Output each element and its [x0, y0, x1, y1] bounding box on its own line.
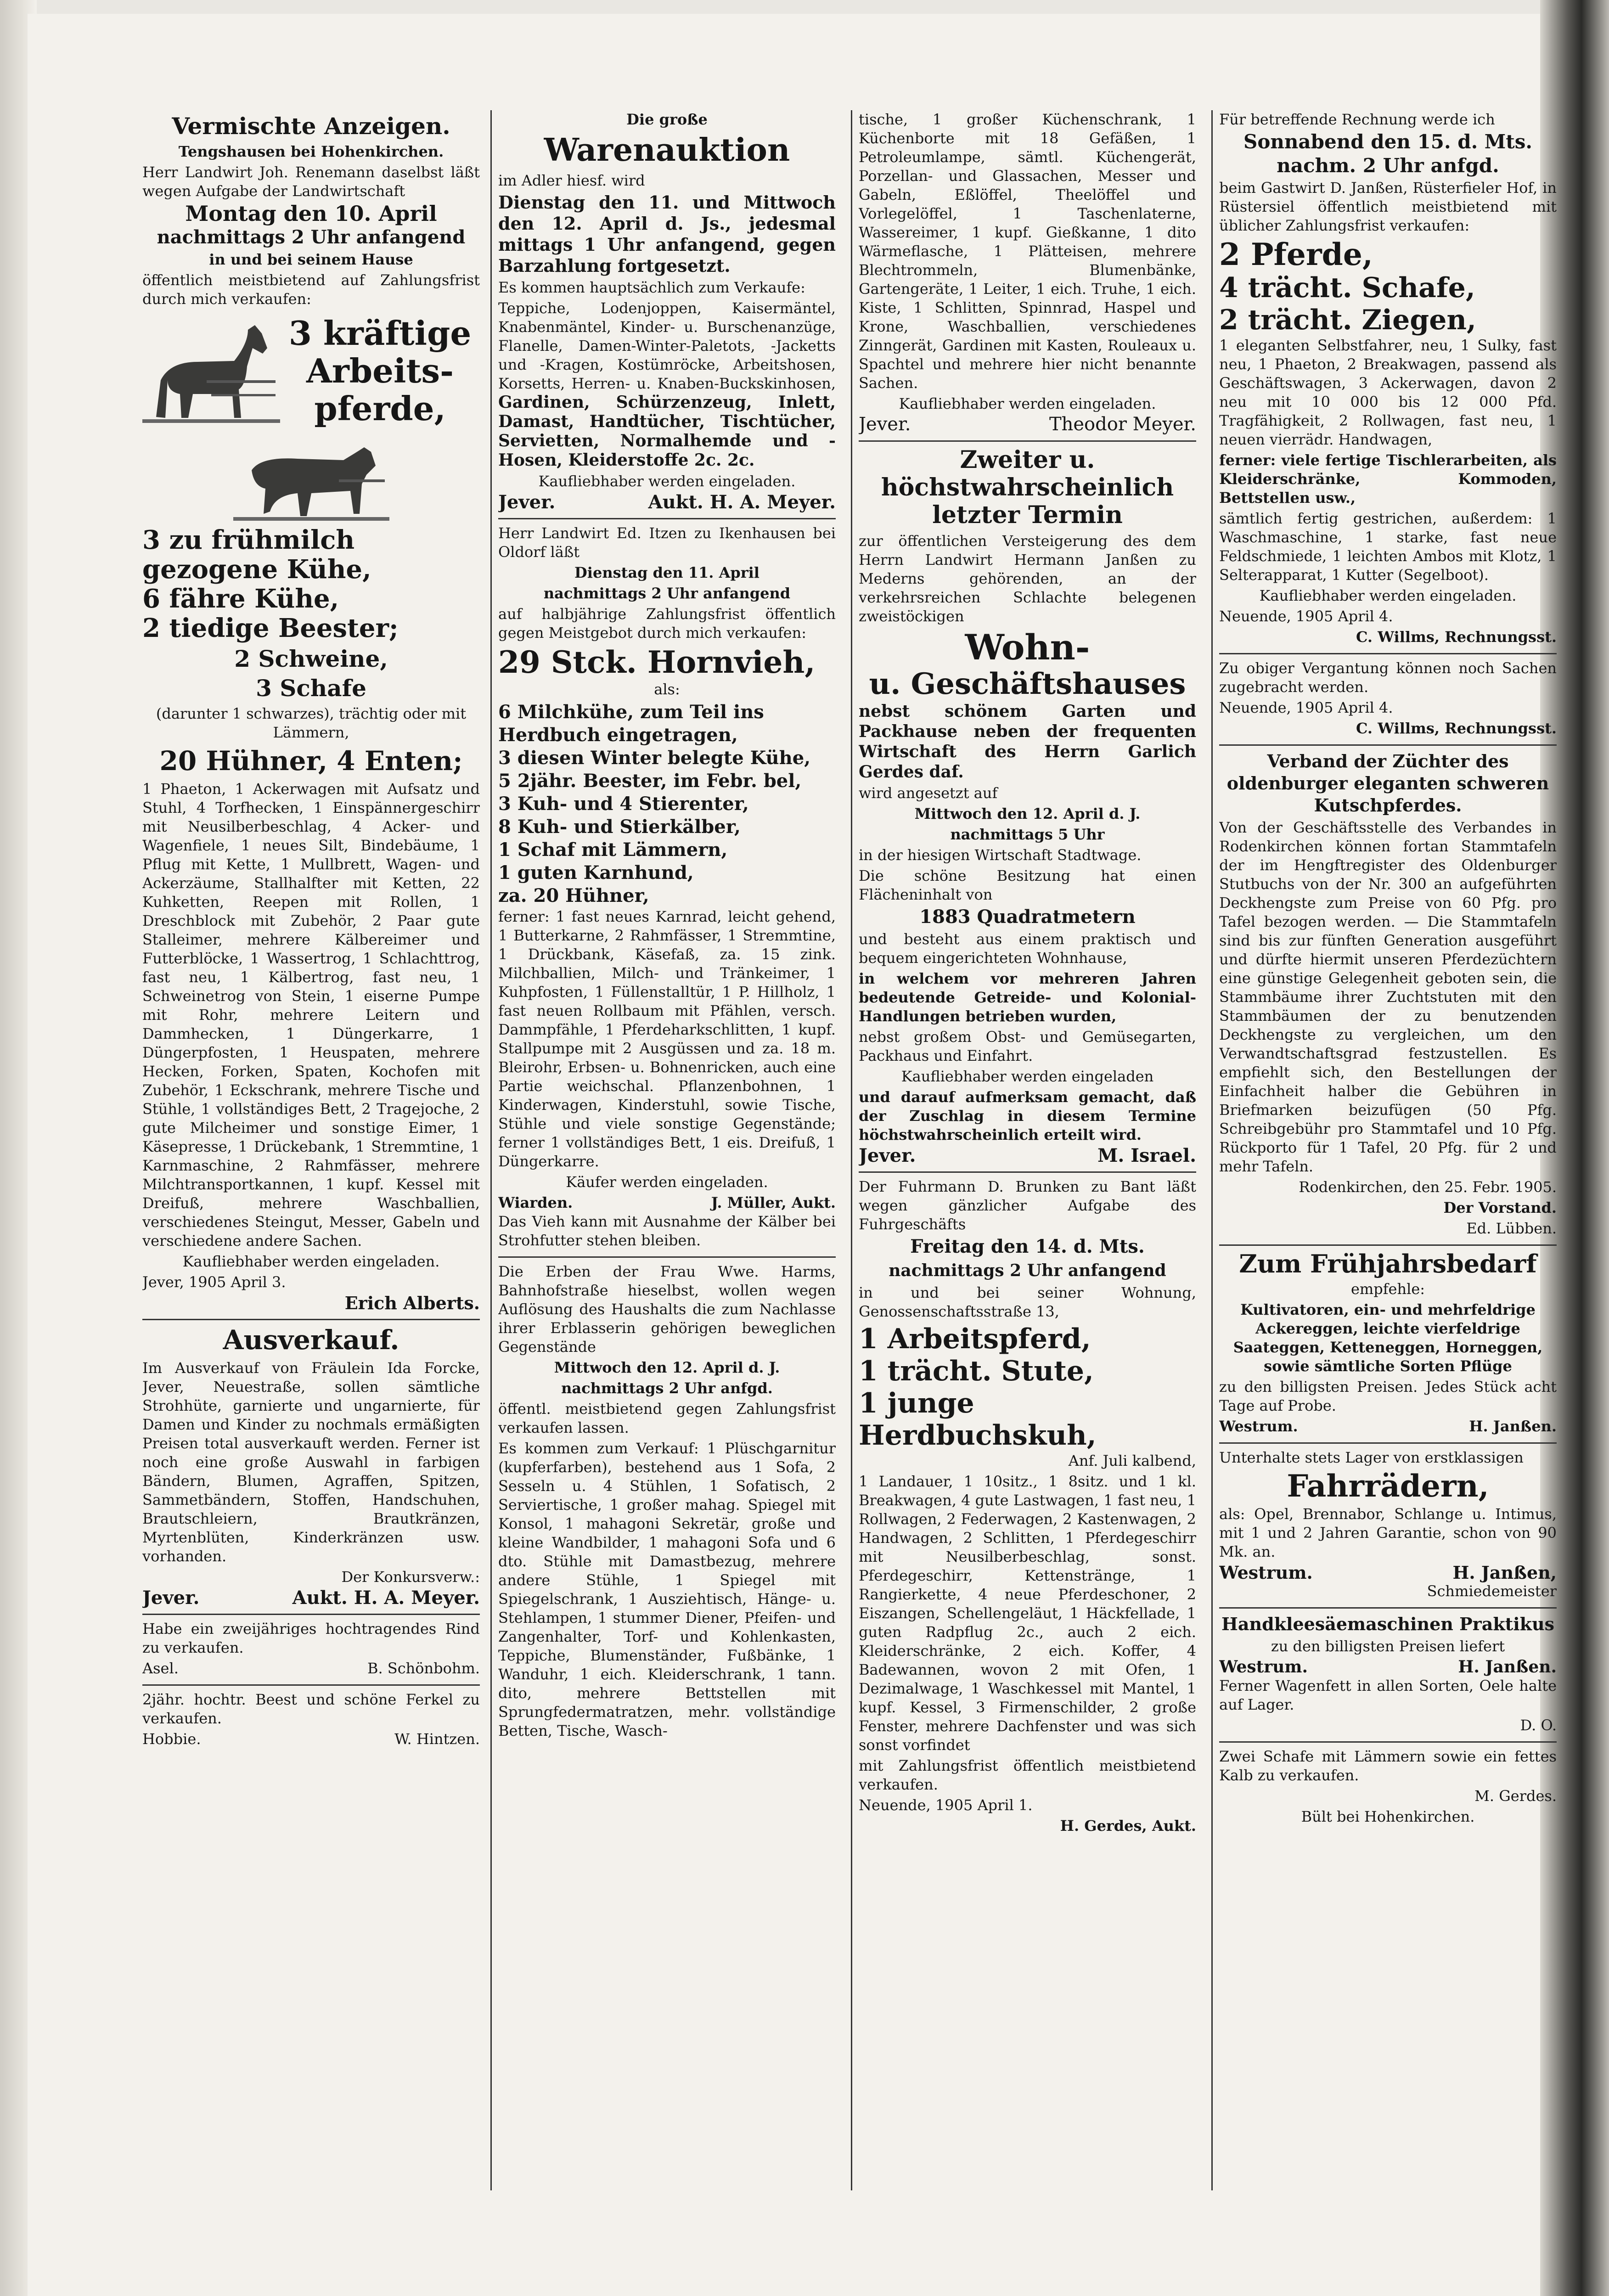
column-4	[1219, 110, 1557, 2190]
ad-date: Freitag den 14. d. Mts.	[910, 1236, 1145, 1257]
items-bold: ferner: viele fertige Tischlerarbeiten, als Kleiderschränke, Kommoden, Bettstellen usw.,	[1219, 451, 1557, 506]
house-text: Die schöne Besitzung hat einen Flächeninhalt von	[859, 867, 1196, 903]
dateline: Jever, 1905 April 3.	[142, 1273, 286, 1291]
dateline: Neuende, 1905 April 4.	[1219, 608, 1393, 625]
dateline: Neuende, 1905 April 4.	[1219, 699, 1393, 716]
note: Zu obiger Vergantung können noch Sachen zugebracht werden.	[1219, 659, 1557, 696]
items-bold: Gardinen, Schürzenzeug, Inlett, Damast, Handtücher, Tischtücher, Servietten, Normalhemde und -Hosen, Kleiderstoffe 2c. 2c.	[498, 393, 836, 470]
animal-line: 1 Arbeitspferd,	[859, 1323, 1091, 1355]
divider	[1219, 1442, 1557, 1444]
animal-note: Anf. Juli kalbend,	[1068, 1452, 1196, 1469]
house-text: in der hiesigen Wirtschaft Stadtwage.	[859, 846, 1142, 864]
animal-line: 2 trächt. Ziegen,	[1219, 304, 1476, 336]
cows-line: 3 zu frühmilch gezogene Kühe,	[142, 525, 371, 585]
items-list	[498, 299, 836, 470]
ad-pretitle: Die große	[626, 111, 708, 128]
house-title: Wohn-	[965, 627, 1090, 668]
divider	[859, 440, 1196, 442]
place: Bült bei Hohenkirchen.	[1301, 1808, 1475, 1825]
divider	[498, 1256, 836, 1258]
ad-time: nachm. 2 Uhr anfgd.	[1277, 154, 1499, 177]
animal-line: 4 trächt. Schafe,	[1219, 272, 1475, 304]
divider	[142, 1319, 480, 1320]
house-area: 1883 Quadratmetern	[919, 906, 1136, 928]
hornvieh-item: 8 Kuh- und Stierkälber,	[498, 816, 741, 838]
section-title: Vermischte Anzeigen.	[172, 113, 450, 140]
animal-line: 1 junge Herdbuchskuh,	[859, 1387, 1097, 1452]
hornvieh-item: 5 2jähr. Beester, im Febr. bel,	[498, 770, 802, 792]
divider	[1219, 1741, 1557, 1743]
ad-intro: Unterhalte stets Lager von erstklassigen	[1219, 1449, 1524, 1466]
signature: Ed. Lübben.	[1466, 1220, 1557, 1237]
dateline: Rodenkirchen, den 25. Febr. 1905.	[1299, 1178, 1557, 1196]
ad-intro: Die Erben der Frau Wwe. Harms, Bahnhofstraße hieselbst, wollen wegen Auflösung des Haushalts die zum Nachlasse ihrer Erblasserin gehörigen beweglichen Gegenstände	[498, 1263, 836, 1356]
ad-location: Tengshausen bei Hohenkirchen.	[178, 143, 444, 160]
ferkel-text: 2jähr. hochtr. Beest und schöne Ferkel zu verkaufen.	[142, 1691, 480, 1727]
note: Das Vieh kann mit Ausnahme der Kälber bei Strohfutter stehen bleiben.	[498, 1213, 836, 1249]
cows-line: 2 tiedige Beester;	[142, 613, 399, 643]
place: Jever.	[498, 491, 556, 513]
invite: Kaufliebhaber werden eingeladen.	[1259, 587, 1517, 604]
house-bold: und darauf aufmerksam gemacht, daß der Zuschlag in diesem Termine höchstwahrscheinlich erteilt wird.	[859, 1088, 1196, 1143]
items-list: Es kommen zum Verkauf: 1 Plüschgarnitur (kupferfarben), bestehend aus 1 Sofa, 2 Sesseln u. 4 Stühlen, 1 Sofatisch, 2 Serviertische, 1 großer mahag. Spiegel mit Konsol, 1 mahagoni Sekretär, große und kleine Wandbilder, 1 mahagoni Sofa und 6 dto. Stühle mit Damastbezug, mehrere andere Stühle, 1 Spiegel mit Spiegelschrank, 1 Ausziehtisch, Hänge- u. Stehlampen, 1 stummer Diener, Pfeifen- und Zangenhalter, Torf- und Kohlenkasten, Teppiche, Blumenständer, Fußbänke, 1 Wanduhr, 1 eich. Kleiderschrank, 1 tann. dito, mehrere Bettstellen mit Sprungfedermatratzen, mehr. vollständige Betten, Tische, Wasch-	[498, 1440, 836, 1739]
ad-time: nachmittags 2 Uhr anfangend	[543, 585, 791, 602]
sheep-line: 3 Schafe	[256, 675, 366, 702]
column-rule	[490, 110, 492, 2190]
divider	[1219, 653, 1557, 654]
hornvieh-item: 1 guten Karnhund,	[498, 862, 694, 884]
divider	[498, 518, 836, 519]
signature: Aukt. H. A. Meyer.	[292, 1587, 480, 1609]
als-label: als:	[654, 681, 680, 698]
fruehjahr-items: Kultivatoren, ein- und mehrfeldrige Ackereggen, leichte vierfeldrige Saateggen, Ketteneggen, Horneggen, sowie sämtliche Sorten Pflüge	[1233, 1301, 1543, 1375]
signature: Theodor Meyer.	[1049, 414, 1196, 435]
ad-date: Sonnabend den 15. d. Mts.	[1243, 130, 1532, 153]
signature: H. Gerdes, Aukt.	[1060, 1817, 1196, 1835]
place: Wiarden.	[498, 1194, 573, 1211]
divider	[1219, 744, 1557, 746]
house-text: wird angesetzt auf	[859, 784, 998, 802]
signature: C. Willms, Rechnungsst.	[1356, 628, 1557, 646]
klee-text: zu den billigsten Preisen liefert	[1271, 1638, 1505, 1655]
ad-time: nachmittags 2 Uhr anfgd.	[561, 1379, 773, 1397]
hornvieh-title: 29 Stck. Hornvieh,	[498, 644, 816, 680]
fruehjahr-text: zu den billigsten Preisen. Jedes Stück acht Tage auf Probe.	[1219, 1378, 1557, 1414]
fowl-line: 20 Hühner, 4 Enten;	[159, 745, 463, 777]
signature: M. Gerdes.	[1474, 1787, 1557, 1805]
column-3	[859, 110, 1196, 2190]
horse-icon	[142, 311, 280, 431]
signature: H. Janßen.	[1469, 1418, 1557, 1435]
auction-title: Warenauktion	[544, 132, 790, 169]
ad-time: nachmittags 2 Uhr anfangend	[889, 1261, 1166, 1280]
items-plain: Teppiche, Lodenjoppen, Kaisermäntel, Knabenmäntel, Kinder- u. Burschenanzüge, Flanelle, Damen-Winter-Paletots, -Jacketts und -Kragen, Kostümröcke, Arbeitshosen, Korsetts, Herren- u. Knaben-Buckskinhosen,	[498, 299, 836, 392]
cows-line: 6 fähre Kühe,	[142, 584, 339, 614]
place: Westrum.	[1219, 1418, 1298, 1435]
ad-intro: Herr Landwirt Joh. Renemann daselbst läßt wegen Aufgabe der Landwirtschaft	[142, 163, 480, 200]
items-list: sämtlich fertig gestrichen, außerdem: 1 Waschmaschine, 1 starke, fast neue Feldschmiede, 1 leichten Ambos mit Klotz, 1 Selterapparat, 1 Kutter (Segelboot).	[1219, 510, 1557, 584]
signature: H. Janßen.	[1458, 1657, 1557, 1677]
invite: Kaufliebhaber werden eingeladen.	[182, 1253, 440, 1270]
place: Hobbie.	[142, 1730, 201, 1748]
terms: mit Zahlungsfrist öffentlich meistbietend verkaufen.	[859, 1757, 1196, 1793]
ausverkauf-title: Ausverkauf.	[223, 1324, 399, 1356]
verband-title: Verband der Züchter des oldenburger eleganten schweren Kutschpferdes.	[1226, 751, 1549, 816]
ad-terms: auf halbjährige Zahlungsfrist öffentlich gegen Meistgebot durch mich verkaufen:	[498, 605, 836, 642]
signature: J. Müller, Aukt.	[711, 1194, 836, 1211]
invite: Kaufliebhaber werden eingeladen.	[899, 395, 1156, 412]
klee-text: Ferner Wagenfett in allen Sorten, Oele halte auf Lager.	[1219, 1677, 1557, 1713]
invite: Kaufliebhaber werden eingeladen	[901, 1068, 1154, 1085]
items-list: 1 eleganten Selbstfahrer, neu, 1 Sulky, fast neu, 1 Phaeton, 2 Breakwagen, passend als Geschäftswagen, 3 Ackerwagen, davon 2 neu mit 10 000 bis 12 000 Pfd. Tragfähigkeit, 2 Rollwagen, fast neu, 1 neuen vierrädr. Handwagen,	[1219, 337, 1557, 448]
signature: Aukt. H. A. Meyer.	[648, 491, 836, 513]
place: Jever.	[142, 1587, 200, 1609]
ad-location: im Adler hiesf. wird	[498, 172, 645, 189]
ad-time: nachmittags 5 Uhr	[950, 826, 1105, 843]
ausverkauf-role: Der Konkursverw.:	[341, 1568, 480, 1586]
hornvieh-item: 3 Kuh- und 4 Stierenter,	[498, 793, 749, 815]
place: Westrum.	[1219, 1562, 1313, 1583]
termin-title: Zweiter u. höchstwahrscheinlich letzter Termin	[881, 446, 1174, 529]
ad-intro: Für betreffende Rechnung werde ich	[1219, 111, 1495, 128]
invite: Käufer werden eingeladen.	[566, 1173, 768, 1191]
dateline: Neuende, 1905 April 1.	[859, 1796, 1033, 1814]
house-title: u. Geschäftshauses	[869, 667, 1186, 701]
ad-terms: öffentlich meistbietend auf Zahlungsfrist durch mich verkaufen:	[142, 271, 480, 308]
hornvieh-list	[498, 701, 836, 907]
ad-date: Dienstag den 11. April	[574, 564, 759, 581]
place: Westrum.	[1219, 1657, 1308, 1677]
role: Der Vorstand.	[1443, 1199, 1557, 1216]
column-rule	[1211, 110, 1213, 2190]
signature: B. Schönbohm.	[367, 1660, 480, 1677]
items-list: 1 Phaeton, 1 Ackerwagen mit Aufsatz und Stuhl, 4 Torfhecken, 1 Einspännergeschirr mit Neusilberbeschlag, 4 Acker- und Wagenfiele, 1 neues Silt, Bindebäume, 1 Pflug mit Kette, 1 Mullbrett, Wagen- und Ackerzäume, Stallhalfter mit Ketten, 22 Kuhketten, Reepen mit Rollen, 1 Dreschblock mit Zubehör, 2 Paar gute Stalleimer, mehrere Kälbereimer und Futterblöcke, 1 Wassertrog, 1 Schlachttrog, fast neu, 1 Kälbertrog, fast neu, 1 Schweinetrog von Stein, 1 eiserne Pumpe mit Rohr, mehrere Leitern und Dammhecken, 1 Düngerkarre, 1 Düngerpfosten, 1 Heuspaten, mehrere Hecken, Forken, Spaten, Kochofen mit Zubehör, 1 Eckschrank, mehrere Tische und Stühle, 1 vollständiges Bett, 2 Tragejoche, 2 gute Milcheimer und sonstige Eimer, 1 Käsepresse, 1 Drückebank, 1 Stremmtine, 1 Karnmaschine, 2 Rahmfässer, mehrere Milchtransportkannen, 1 kupf. Kessel mit Dreifuß, mehrere Waschballien, verschiedenes Steingut, Messer, Gabeln und verschiedene andere Sachen.	[142, 780, 480, 1249]
horses-heading: Arbeits-	[306, 351, 454, 390]
sheep-note: (darunter 1 schwarzes), trächtig oder mit Lämmern,	[156, 705, 467, 741]
ausverkauf-text: Im Ausverkauf von Fräulein Ida Forcke, Jever, Neuestraße, sollen sämtliche Strohhüte, garnierte und ungarnierte, für Damen und Kinder zu nochmals ermäßigten Preisen total ausverkauft werden. Ferner ist noch eine große Auswahl in farbigen Bändern, Blumen, Agraffen, Spitzen, Sammetbändern, Stoffen, Handschuhen, Brautschleiern, Brautkränzen, Myrtenblüten, Kinderkränzen usw. vorhanden.	[142, 1359, 480, 1565]
house-text: nebst großem Obst- und Gemüsegarten, Packhaus und Einfahrt.	[859, 1028, 1196, 1064]
horses-heading: pferde,	[314, 389, 446, 428]
signature: Erich Alberts.	[344, 1293, 480, 1313]
place: Jever.	[859, 414, 911, 435]
auction-dates: Dienstag den 11. und Mittwoch den 12. April d. Js., jedesmal mittags 1 Uhr anfangend, gegen Barzahlung fortgesetzt.	[498, 192, 836, 276]
divider	[1219, 1607, 1557, 1609]
divider	[859, 1171, 1196, 1173]
verband-text: Von der Geschäftsstelle des Verbandes in Rodenkirchen können fortan Stammtafeln der im Hengftregister des Oldenburger Stutbuchs von der Nr. 300 an aufgeführten Deckhengste zum Preise von 60 Pfg. pro Tafel bezogen werden. — Die Stammtafeln sind bis zur fünften Generation ausgeführt und dürfte hiermit unseren Pferdezüchtern eine günstige Gelegenheit geboten sein, die Stammbäume ihrer Zuchtstuten mit den Stammbäumen der zu benutzenden Deckhengste zu vergleichen, um den Verwandtschaftsgrad festzustellen. Es empfiehlt sich, den Bestellungen der Einfachheit halber die Gebühren in Briefmarken beizufügen (50 Pfg. Schreibgebühr pro Stammtafel und 10 Pfg. Rückporto für 1 Tafel, 20 Pfg. für 2 und mehr Tafeln.	[1219, 819, 1557, 1175]
hornvieh-item: 6 Milchkühe, zum Teil ins Herdbuch eingetragen,	[498, 701, 764, 746]
divider	[142, 1614, 480, 1615]
fruehjahr-title: Zum Frühjahrsbedarf	[1239, 1249, 1537, 1278]
items-list-continued: tische, 1 großer Küchenschrank, 1 Küchenborte mit 18 Gefäßen, 1 Petroleumlampe, sämtl. Küchengerät, Porzellan- und Glassachen, Messer und Gabeln, Eßlöffel, Theelöffel und Vorlegelöffel, 1 Taschenlaterne, Wassereimer, 1 kupf. Gießkanne, 1 dito Wärmeflasche, 1 Plätteisen, mehrere Blechtrommeln, Blumenbänke, Gartengeräte, 1 Leiter, 1 eich. Truhe, 1 eich. Kiste, 1 Schlitten, Spinnrad, Haspel und Krone, Waschballien, verschiedenes Zinngerät, Gardinen mit Kasten, Rouleaux u. Spachtel und mehrere hier nicht benannte Sachen.	[859, 111, 1196, 392]
column-2	[498, 110, 836, 2190]
ad-intro: Es kommen hauptsächlich zum Verkaufe:	[498, 279, 805, 296]
place: Jever.	[859, 1145, 916, 1166]
ad-place: in und bei seiner Wohnung, Genossenschaftsstraße 13,	[859, 1284, 1196, 1320]
signature: M. Israel.	[1097, 1145, 1196, 1166]
hornvieh-item: za. 20 Hühner,	[498, 885, 649, 906]
house-text: und besteht aus einem praktisch und bequem eingerichteten Wohnhause,	[859, 930, 1196, 967]
place: Asel.	[142, 1660, 179, 1677]
subtitle: empfehle:	[1350, 1280, 1425, 1298]
ad-intro: Herr Landwirt Ed. Itzen zu Ikenhausen bei Oldorf läßt	[498, 524, 836, 561]
schafe-text: Zwei Schafe mit Lämmern sowie ein fettes Kalb zu verkaufen.	[1219, 1748, 1557, 1784]
horses-heading: 3 kräftige	[288, 314, 472, 353]
ad-time: nachmittags 2 Uhr anfangend	[157, 226, 466, 248]
signature: H. Janßen,	[1452, 1562, 1557, 1583]
invite: Kaufliebhaber werden eingeladen.	[538, 473, 796, 490]
ad-place: in und bei seinem Hause	[209, 251, 413, 268]
house-bold: in welchem vor mehreren Jahren bedeutende Getreide- und Kolonial-Handlungen betrieben wurden,	[859, 970, 1196, 1025]
animal-line: 1 trächt. Stute,	[859, 1355, 1094, 1387]
role: Schmiedemeister	[1427, 1582, 1557, 1600]
ad-location: beim Gastwirt D. Janßen, Rüsterfieler Hof, in Rüstersiel öffentlich meistbietend mit üblicher Zahlungsfrist verkaufen:	[1219, 179, 1557, 234]
column-1	[142, 110, 480, 2190]
klee-title: Handkleesäemaschinen Praktikus	[1221, 1614, 1554, 1634]
ad-terms: öffentl. meistbietend gegen Zahlungsfrist verkaufen lassen.	[498, 1400, 836, 1436]
fahrrad-text: als: Opel, Brennabor, Schlange u. Intimus, mit 1 und 2 Jahren Garantie, schon von 90 Mk. an.	[1219, 1505, 1557, 1560]
ad-date: Mittwoch den 12. April d. J.	[914, 805, 1141, 822]
ad-date: Mittwoch den 12. April d. J.	[554, 1359, 780, 1376]
signature: D. O.	[1520, 1716, 1557, 1734]
divider	[1219, 1244, 1557, 1246]
hornvieh-item: 3 diesen Winter belegte Kühe,	[498, 747, 811, 769]
divider	[142, 1684, 480, 1686]
items-list: ferner: 1 fast neues Karnrad, leicht gehend, 1 Butterkarne, 2 Rahmfässer, 1 Stremmtine, 1 Drückbank, Käsefaß, za. 15 zink. Milchballien, Milch- und Tränkeimer, 1 Kuhpfosten, 1 Füllenstalltür, 1 P. Hillholz, 1 fast neuen Rollbaum mit Pfählen, versch. Dammpfähle, 1 Pferdeharkschlitten, 1 kupf. Stallpumpe mit 2 Ausgüssen und za. 18 m. Bleirohr, Erbsen- u. Bohnenricken, auch eine Partie weichschal. Pflanzenbohnen, 1 Kinderwagen, Kinderstuhl, sowie Tische, Stühle und viele sonstige Gegenstände; ferner 1 vollständiges Bett, 1 eis. Dreifuß, 1 Düngerkarre.	[498, 908, 836, 1170]
animal-line: 2 Pferde,	[1219, 236, 1373, 272]
ad-date: Montag den 10. April	[185, 201, 437, 226]
column-rule	[851, 110, 852, 2190]
pigs-line: 2 Schweine,	[234, 645, 388, 672]
signature: C. Willms, Rechnungsst.	[1356, 720, 1557, 737]
items-list: 1 Landauer, 1 10sitz., 1 8sitz. und 1 kl. Breakwagen, 4 gute Lastwagen, 1 fast neu, 1 Rollwagen, 2 Federwagen, 2 Kastenwagen, 2 Handwagen, 2 Schlitten, 1 Pferdegeschirr mit Neusilberbeschlag, sonst. Pferdegeschirr, Kettenstränge, 1 Rangierkette, 4 neue Pferdeschoner, 2 Eiszangen, Schellengeläut, 1 Häckfellade, 1 guten Radpflug 2c., auch 2 eich. Kleiderschränke, 2 eich. Koffer, 4 Badewannen, wovon 2 mit Ofen, 1 Dezimalwage, 1 Waschkessel mit Mantel, 1 kupf. Kessel, 3 Firmenschilder, 2 große Fenster, mehrere Dachfenster und was sich sonst vorfindet	[859, 1473, 1196, 1754]
house-sub: nebst schönem Garten und Packhause neben der frequenten Wirtschaft des Herrn Garlich Gerdes daf.	[859, 702, 1196, 782]
hornvieh-item: 1 Schaf mit Lämmern,	[498, 839, 728, 861]
termin-text: zur öffentlichen Versteigerung des dem Herrn Landwirt Hermann Janßen zu Mederns gehörenden, an der verkehrsreichen Schlachte belegenen zweistöckigen	[859, 532, 1196, 625]
fahrrad-title: Fahrrädern,	[1287, 1468, 1489, 1504]
cow-icon	[233, 433, 389, 525]
signature: W. Hintzen.	[394, 1730, 480, 1748]
ad-intro: Der Fuhrmann D. Brunken zu Bant läßt wegen gänzlicher Aufgabe des Fuhrgeschäfts	[859, 1178, 1196, 1233]
rind-text: Habe ein zweijähriges hochtragendes Rind zu verkaufen.	[142, 1620, 480, 1656]
